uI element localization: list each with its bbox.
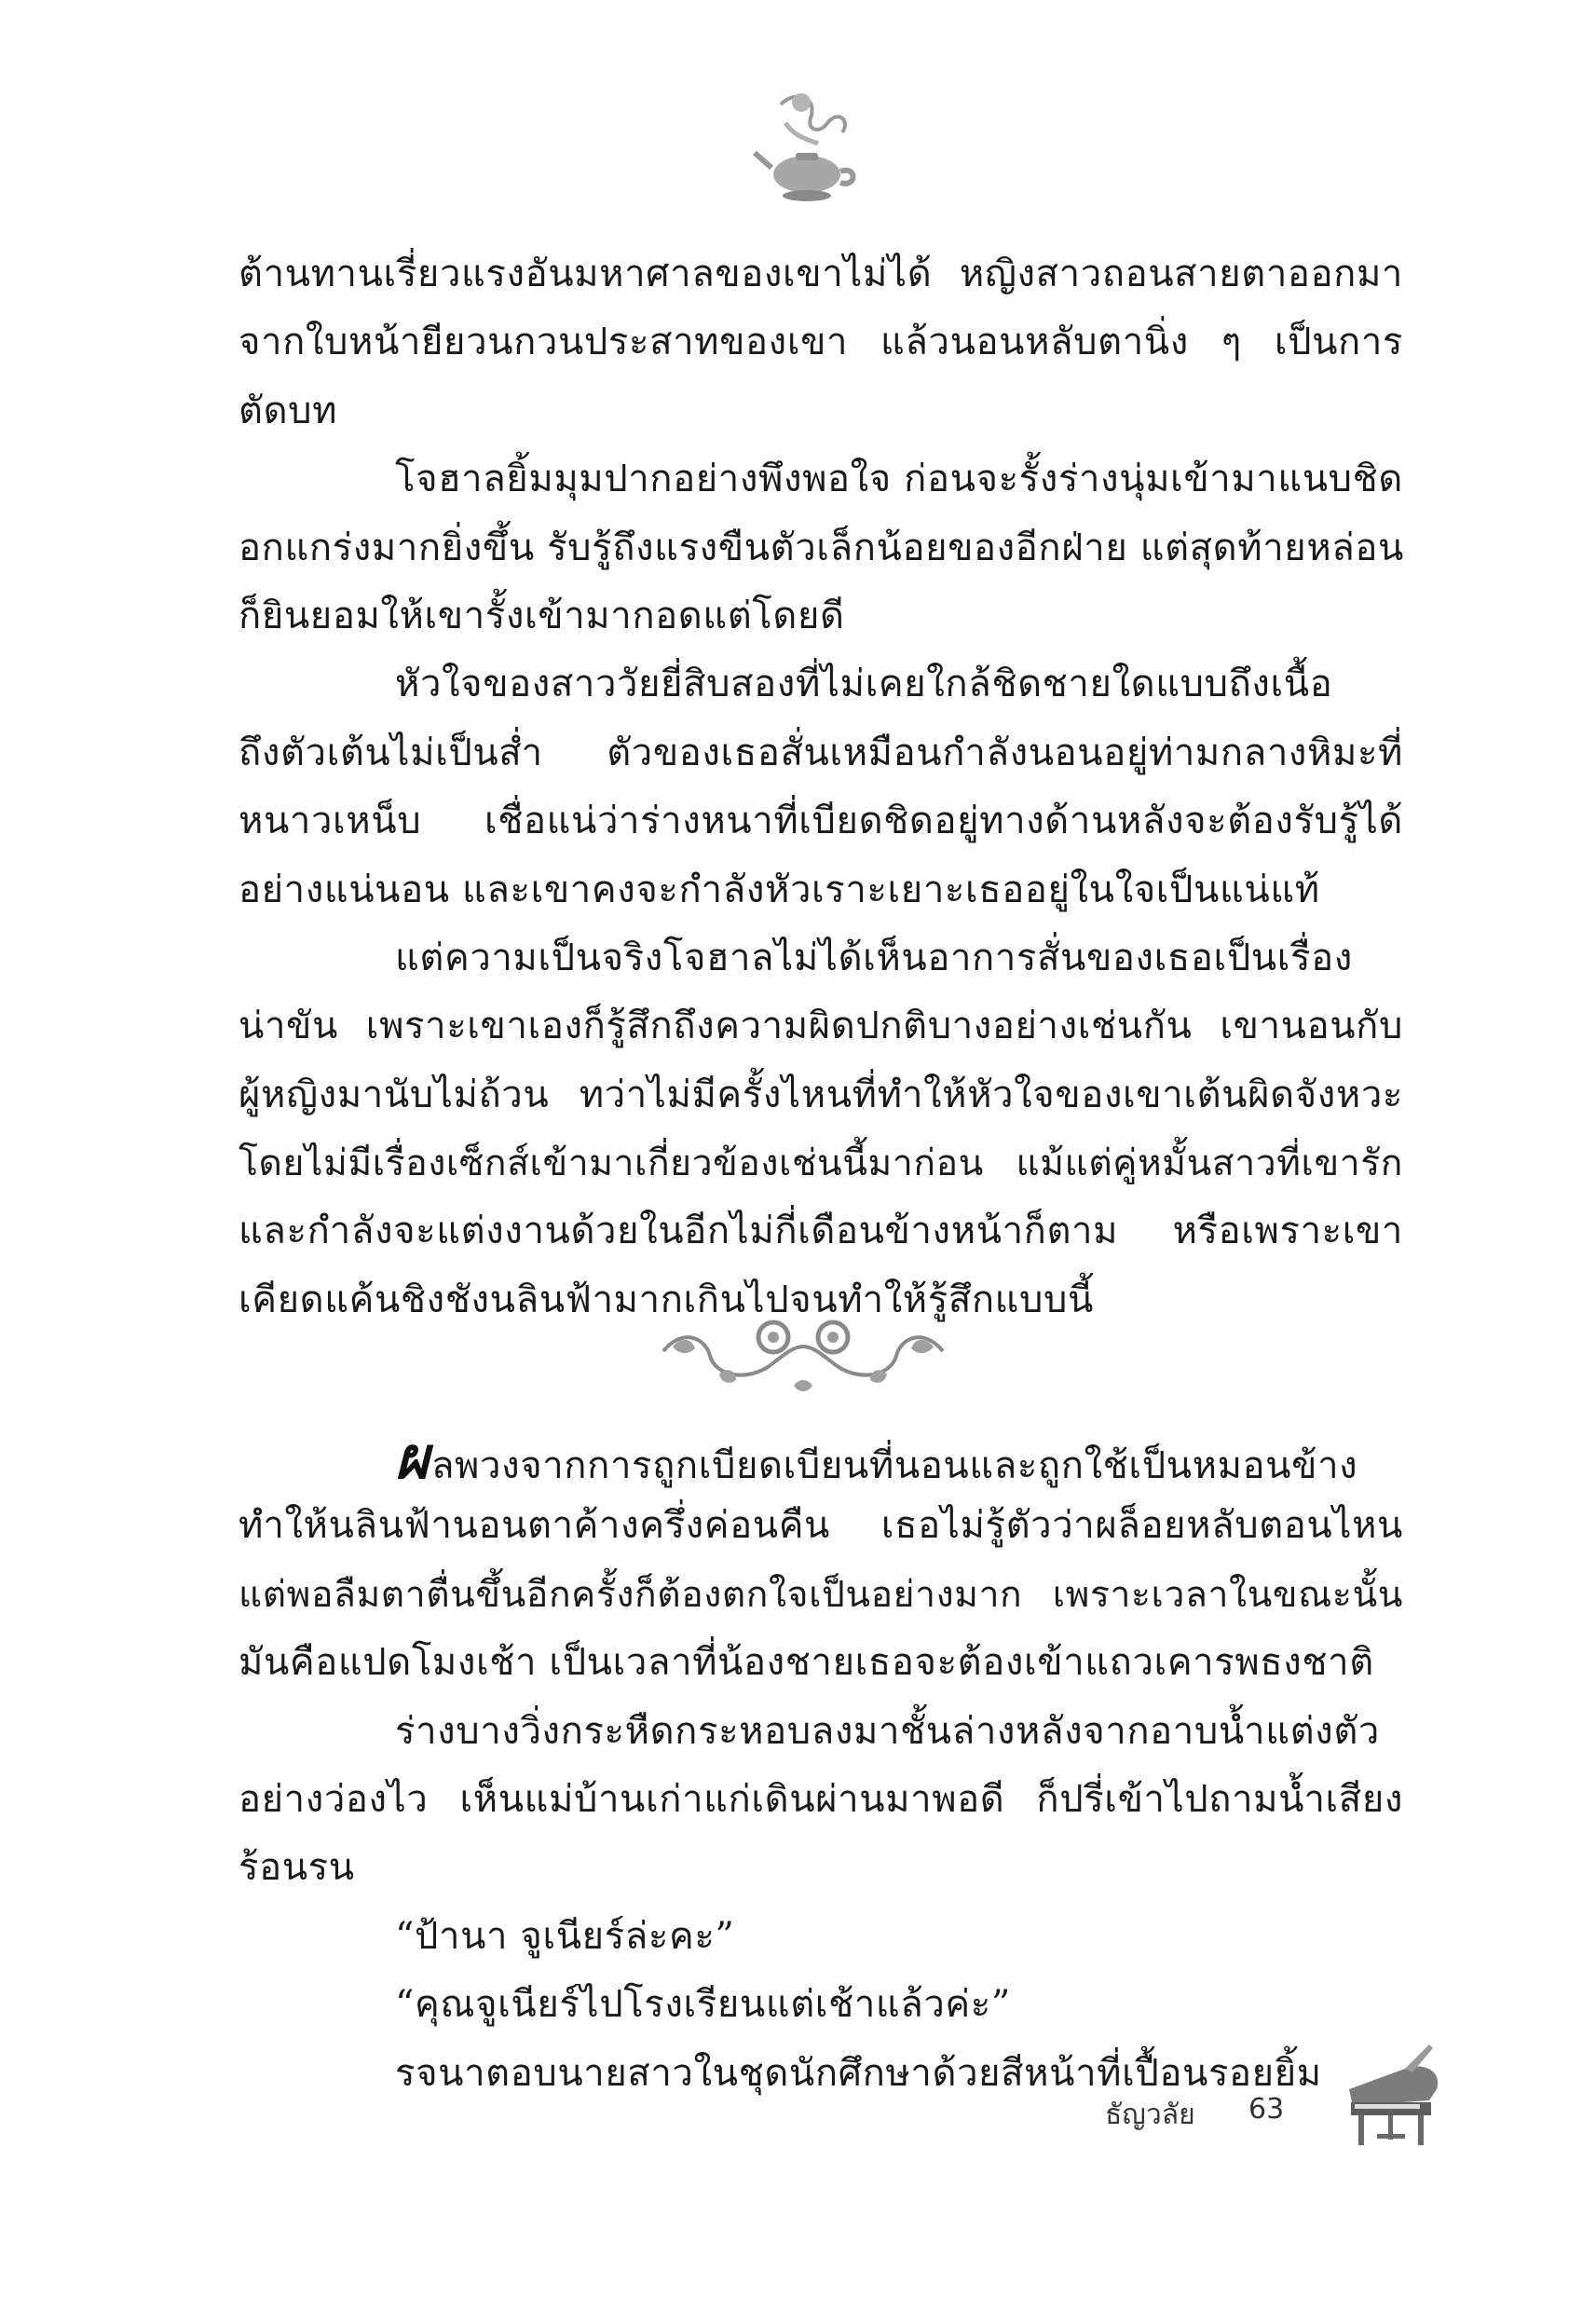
text-line-content: โดยไม่มีเรื่องเซ็กส์เข้ามาเกี่ยวข้องเช่นนี้มาก่อน แม้แต่คู่หมั้นสาวที่เขารัก	[239, 1142, 1403, 1185]
text-line	[239, 787, 1403, 855]
text-line-content: ผู้หญิงมานับไม่ถ้วน ทว่าไม่มีครั้งไหนที่ทำให้หัวใจของเขาเต้นผิดจังหวะ	[239, 1073, 1403, 1116]
text-line-content: ร้อนรน	[239, 1846, 355, 1890]
text-block-2	[239, 1424, 1403, 2108]
text-line	[239, 2040, 1403, 2108]
text-line	[239, 1061, 1403, 1129]
text-line-content: ร่างบางวิ่งกระหืดกระหอบลงมาชั้นล่างหลังจากอาบน้ำแต่งตัว	[395, 1709, 1380, 1753]
floral-divider-icon	[654, 1309, 952, 1402]
text-line-content: หัวใจของสาววัยยี่สิบสองที่ไม่เคยใกล้ชิดชายใดแบบถึงเนื้อ	[395, 663, 1333, 706]
text-line	[239, 1698, 1403, 1766]
text-line-content: ถึงตัวเต้นไม่เป็นส่ำ ตัวของเธอสั่นเหมือนกำลังนอนอยู่ท่ามกลางหิมะที่	[239, 731, 1403, 774]
text-line	[239, 924, 1403, 992]
text-line	[239, 514, 1403, 582]
text-line	[239, 856, 1403, 924]
text-line-content: ลพวงจากการถูกเบียดเบียนที่นอนและถูกใช้เป็นหมอนข้าง	[430, 1444, 1358, 1487]
text-line-content: ต้านทานเรี่ยวแรงอันมหาศาลของเขาไม่ได้ หญิงสาวถอนสายตาออกมา	[239, 253, 1403, 295]
text-line-content: “คุณจูเนียร์ไปโรงเรียนแต่เช้าแล้วค่ะ”	[395, 1983, 1011, 2027]
text-line-content: รจนาตอบนายสาวในชุดนักศึกษาด้วยสีหน้าที่เปื้อนรอยยิ้ม	[395, 2051, 1322, 2095]
text-line	[239, 1561, 1403, 1629]
text-line	[239, 1834, 1403, 1902]
text-line-content: เคียดแค้นชิงชังนลินฟ้ามากเกินไปจนทำให้รู้สึกแบบนี้	[239, 1278, 1094, 1321]
text-line	[239, 719, 1403, 787]
text-line	[239, 377, 1403, 445]
grand-piano-icon	[1340, 2041, 1452, 2153]
page-number: 63	[1248, 2093, 1285, 2126]
text-line-content: โจฮาลยิ้มมุมปากอย่างพึงพอใจ ก่อนจะรั้งร่างนุ่มเข้ามาแนบชิด	[395, 458, 1403, 501]
text-line	[239, 992, 1403, 1060]
text-line	[239, 650, 1403, 718]
drop-cap: ผ	[395, 1424, 430, 1492]
text-line	[239, 582, 1403, 650]
text-line	[239, 240, 1403, 308]
text-line	[239, 1766, 1403, 1834]
text-line-content: ก็ยินยอมให้เขารั้งเข้ามากอดแต่โดยดี	[239, 594, 845, 637]
text-line-content: อย่างแน่นอน และเขาคงจะกำลังหัวเราะเยาะเธออยู่ในใจเป็นแน่แท้	[239, 868, 1320, 911]
text-line-content: แต่พอลืมตาตื่นขึ้นอีกครั้งก็ต้องตกใจเป็นอย่างมาก เพราะเวลาในขณะนั้น	[239, 1573, 1403, 1616]
genie-lamp-icon	[753, 86, 865, 226]
text-line	[239, 1629, 1403, 1697]
text-line	[239, 1492, 1403, 1560]
text-line	[239, 308, 1403, 376]
text-line	[239, 1903, 1403, 1971]
book-title-footer: ธัญวลัย	[1105, 2099, 1195, 2131]
text-line-content: อย่างว่องไว เห็นแม่บ้านเก่าแก่เดินผ่านมาพอดี ก็ปรี่เข้าไปถามน้ำเสียง	[239, 1777, 1403, 1821]
text-line-content: หนาวเหน็บ เชื่อแน่ว่าร่างหนาที่เบียดชิดอยู่ทางด้านหลังจะต้องรับรู้ได้	[239, 800, 1403, 843]
text-line-content: ตัดบท	[239, 389, 338, 432]
text-block-1	[239, 240, 1403, 1334]
text-line-content: “ป้านา จูเนียร์ล่ะคะ”	[395, 1914, 735, 1958]
text-line-content: และกำลังจะแต่งงานด้วยในอีกไม่กี่เดือนข้างหน้าก็ตาม หรือเพราะเขา	[239, 1210, 1403, 1253]
text-line-content: จากใบหน้ายียวนกวนประสาทของเขา แล้วนอนหลับตานิ่ง ๆ เป็นการ	[239, 321, 1403, 364]
text-line	[239, 1129, 1403, 1197]
text-line-content: น่าขัน เพราะเขาเองก็รู้สึกถึงความผิดปกติบางอย่างเช่นกัน เขานอนกับ	[239, 1005, 1403, 1048]
text-line	[239, 1424, 1403, 1492]
text-line-content: อกแกร่งมากยิ่งขึ้น รับรู้ถึงแรงขืนตัวเล็กน้อยของอีกฝ่าย แต่สุดท้ายหล่อน	[239, 526, 1404, 569]
text-line-content: แต่ความเป็นจริงโจฮาลไม่ได้เห็นอาการสั่นของเธอเป็นเรื่อง	[395, 936, 1353, 979]
text-line-content: ทำให้นลินฟ้านอนตาค้างครึ่งค่อนคืน เธอไม่รู้ตัวว่าผล็อยหลับตอนไหน	[239, 1504, 1403, 1548]
text-line	[239, 1971, 1403, 2039]
text-line-content: มันคือแปดโมงเช้า เป็นเวลาที่น้องชายเธอจะต้องเข้าแถวเคารพธงชาติ	[239, 1641, 1374, 1685]
text-line	[239, 1197, 1403, 1265]
text-line	[239, 445, 1403, 513]
